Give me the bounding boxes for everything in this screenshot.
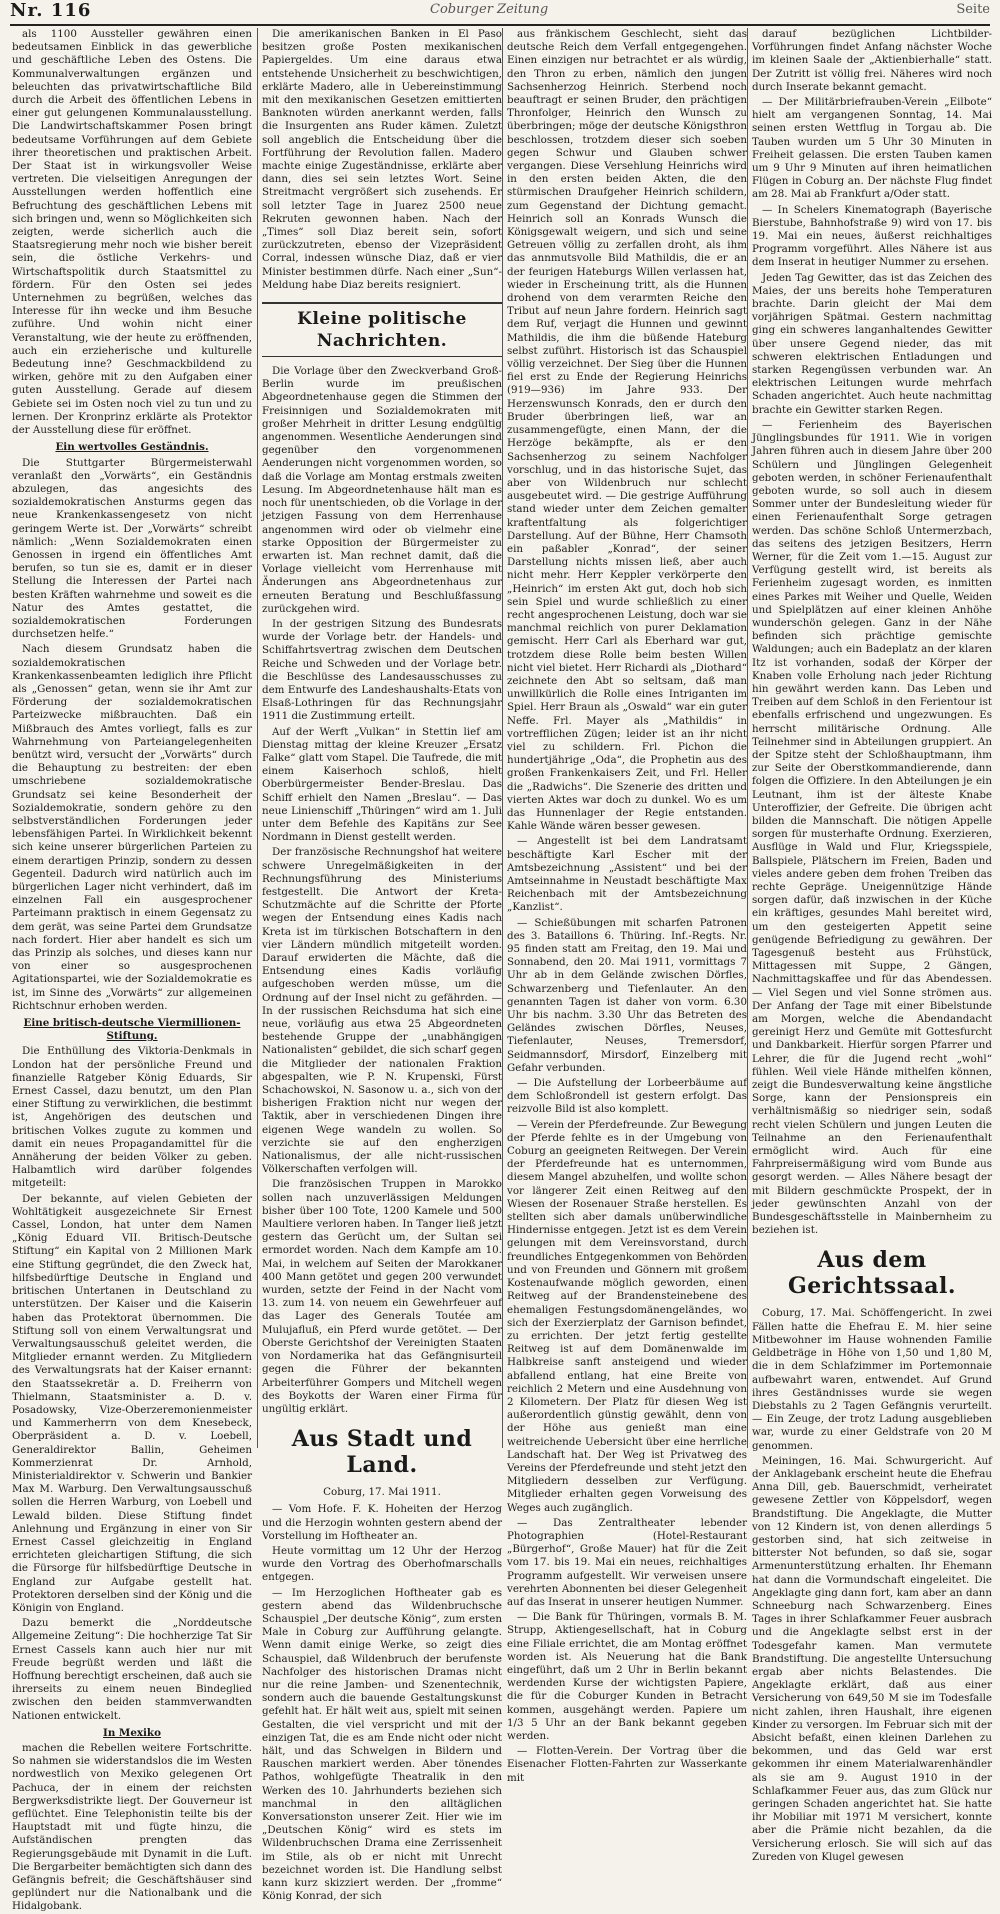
paragraph: darauf bezüglichen Lichtbilder-Vorführungen findet Anfang nächster Woche im kleinen Saale der „Aktienbierhalle“ statt. Der Zutritt ist völlig frei. Näheres wird noch durch Inserate bekannt gemacht. bbox=[752, 28, 992, 93]
paragraph: — Ferienheim des Bayerischen Jünglingsbundes für 1911. Wie in vorigen Jahren führen auch in diesem Jahre über 200 Schülern und Jünglingen Gelegenheit geboten werden, in schöner Ferienaufenthalt geboten wurde, so soll auch in diesem Sommer unter der Bundesleitung wieder für einen Ferienaufenthalt Sorge getragen werden. Das schöne Schloß Untermerzbach, das seitens des jetzigen Besitzers, Herrn Werner, für die Zeit vom 1.—15. August zur Verfügung gestellt wird, ist bereits als Ferienheim zugesagt worden, es inmitten eines Parkes mit Weiher und Quelle, Weiden und Spielplätzen auf einer kleinen Anhöhe wunderschön gelegen. Ganz in der Nähe befinden sich prächtige gemischte Waldungen; auch ein Badeplatz an der klaren Itz ist vorhanden, sodaß der Körper der Knaben volle Erholung nach jeder Richtung hin gewährt werden kann. Das Leben und Treiben auf dem Schloß in den Ferientour ist ebenfalls erfrischend und ungezwungen. Es herrscht militärische Ordnung. Alle Teilnehmer sind in Abteilungen gruppiert. An der Spitze steht der Schloßhauptmann, ihm zur Seite der Oberstkommandierende, dann folgen die Offiziere. In den Abteilungen je ein Leutnant, ihm ist der älteste Knabe Unteroffizier, der Gefreite. Die übrigen acht bilden die Mannschaft. Die nötigen Appelle sorgen für musterhafte Ordnung. Exerzieren, Ausflüge in Wald und Flur, Kriegsspiele, Ballspiele, Plätschern im Freien, Baden und vieles andere geben dem frohen Treiben das rechte Gepräge. Uneigennützige Hände sorgen dafür, daß inzwischen in der Küche ein kräftiges, gesundes Mahl bereitet wird, um den gesteigerten Appetit seine genügende Befriedigung zu gewähren. Der Tagesgenuß besteht aus Frühstück, Mittagessen mit Suppe, 2 Gängen, Nachmittagskaffee und für das Abendessen. — Viel Segen und viel Sonne strömen aus. Der Anfang der Tage mit einer Bibelstunde am Morgen, welche die Abendandacht gereinigt Herz und Gemüte mit Gottesfurcht und Dankbarkeit. Hierfür sorgen Pfarrer und Lehrer, die für die Jugend recht „wohl“ fühlen. Weil viele Hände mithelfen können, zeigt die Bundesverwaltung keine ängstliche Sorge, kann der Pensionspreis ein verhältnismäßig so niedriger sein, sodaß recht vielen Schülern und jungen Leuten die Teilnahme an den Ferienaufenthalt ermöglicht wird. Auch für eine Fahrpreisermäßigung wird vom Bunde aus gesorgt werden. — Alles Nähere besagt der mit Bildern geschmückte Prospekt, der in jeder gewünschten Anzahl von der Bundesgeschäftsstelle in Mainbernheim zu beziehen ist. bbox=[752, 418, 992, 1237]
column-2 bbox=[262, 28, 502, 1903]
paragraph: — Die Bank für Thüringen, vormals B. M. Strupp, Aktiengesellschaft, hat in Coburg eine Filiale errichtet, die am Montag eröffnet worden ist. Als Neuerung hat die Bank eingeführt, daß um 2 Uhr in Berlin bekannt werdenden Kurse der wichtigsten Papiere, die für die Coburger Kunden in Betracht kommen, ausgehängt werden. Papiere um 1/3 5 Uhr an der Bank bekannt gegeben werden. bbox=[507, 1611, 747, 1742]
paragraph: machen die Rebellen weitere Fortschritte. So nahmen sie widerstandslos die im Westen nordwestlich von Mexiko gelegenen Ort Pachuca, der in einem der reichsten Bergwerksdistrikte liegt. Der Gouverneur ist geflüchtet. Eine Telephonistin teilte bis der Hauptstadt mit und fügte hinzu, die Aufständischen prengten das Regierungsgebäude mit Dynamit in die Luft. Die Bergarbeiter bemächtigten sich dann des Gefängnis befreit; die Geschäftshäuser sind geplündert nur die Nationalbank und die Hidalgobank. bbox=[12, 1742, 252, 1913]
section-heading: In Mexiko bbox=[103, 1726, 161, 1739]
paragraph: Der bekannte, auf vielen Gebieten der Wohltätigkeit ausgezeichnete Sir Ernest Cassel, London, hat unter dem Namen „König Eduard VII. Britisch-Deutsche Stiftung“ ein Kapital von 2 Millionen Mark eine Stiftung gegründet, die den Zweck hat, hilfsbedürftige Deutsche in England und britischen Untertanen in Deutschland zu unterstützen. Der Kaiser und die Kaiserin haben das Protektorat übernommen. Die Stiftung soll von einem Verwaltungsrat und Verwaltungsausschuß geleitet werden, die Mitglieder ernannt werden. Zu Mitgliedern des Verwaltungsrats hat der Kaiser ernannt: den Staatssekretär a. D. Freiherrn von Thielmann, Staatsminister a. D. v. Posadowsky, Vize-Oberzeremonienmeister und Kammerherrn von dem Knesebeck, Oberpräsident a. D. v. Loebell, Generaldirektor Ballin, Geheimen Kommerzienrat Dr. Arnhold, Ministerialdirektor v. Schwerin und Bankier Max M. Warburg. Den Verwaltungsausschuß sollen die Herren Warburg, von Loebell und Lewald bilden. Diese Stiftung findet Anlehnung und Ergänzung in einer von Sir Ernest Cassel gleichzeitig in England errichteten gleichartigen Stiftung, die sich die Fürsorge für hilfsbedürftige Deutsche in England zur Aufgabe gestellt hat. Protektoren derselben sind der König und die Königin von England. bbox=[12, 1192, 252, 1614]
paragraph: Coburg, 17. Mai. Schöffengericht. In zwei Fällen hatte die Ehefrau E. M. hier seine Mitbewohner im Hause wohnenden Familie Geldbeträge in Höhe von 1,50 und 1,80 M, die in dem Schlafzimmer im Portemonnaie aufbewahrt waren, entwendet. Auf Grund ihres Geständnisses wurde sie wegen Diebstahls zu 2 Tagen Gefängnis verurteilt. — Ein Zeuge, der trotz Ladung ausgeblieben war, wurde zu einer Geldstrafe von 20 M genommen. bbox=[752, 1307, 992, 1452]
paragraph: — Verein der Pferdefreunde. Zur Bewegung der Pferde fehlte es in der Umgebung von Coburg an geeigneten Reitwegen. Der Verein der Pferdefreunde hat es unternommen, diesem Mangel abzuhelfen, und wollte schon vor längerer Zeit einen Reitweg auf den Wiesen der Rosenauer Straße herstellen. Es stellten sich aber damals unüberwindliche Hindernisse entgegen. Jetzt ist es dem Verein gelungen mit dem Vereinsvorstand, durch freundliches Entgegenkommen von Behörden und von Freunden und Gönnern mit großem Kostenaufwande möglich geworden, einen Reitweg auf der Brandensteinebene des ehemaligen Festungsdomänengeländes, wo sich der Exerzierplatz der Garnison befindet, zu errichten. Der jetzt fertig gestellte Reitweg ist auf dem Domänenwalde im Halbkreise sanft ansteigend und wieder abfallend entlang, hat eine Breite von reichlich 2 Metern und eine Ausdehnung von 2 Kilometern. Der Platz für diesen Weg ist außerordentlich günstig gewählt, denn von der Höhe aus genießt man eine weitreichende Uebersicht über eine herrliche Landschaft hat. Der Weg ist Privatweg des Vereins der Pferdefreunde und steht jetzt den Mitgliedern desselben zur Verfügung. Mitglieder erhalten gegen Vorweisung des Weges auch zugänglich. bbox=[507, 1118, 748, 1514]
column-divider bbox=[747, 28, 748, 1448]
paragraph: Nach diesem Grundsatz haben die sozialdemokratischen Krankenkassenbeamten lediglich ihre Pflicht als „Genossen“ getan, wenn sie ihr Amt zur Förderung der sozialdemokratischen Parteizwecke mißbrauchten. Daß ein Mißbrauch des Amtes vorliegt, falls es zur Wahrnehmung von Parteiangelegenheiten benützt wird, versucht der „Vorwärts“ durch die Behauptung zu bestreiten: der eben umschriebene sozialdemokratische Grundsatz sei keine Besonderheit der Sozialdemokratie, sondern gehöre zu den selbstverständlichen Forderungen jeder lebensfähigen Partei. In Wirklichkeit bekennt sich keine unserer bürgerlichen Parteien zu einem derartigen Prinzip, sondern zu dessen Gegenteil. Dadurch wird natürlich auch im bürgerlichen Lager nicht verhindert, daß im einzelnen Fall ein ausgesprochener Parteimann praktisch in einem Gegensatz zu dem gerät, was seine Partei dem Grundsatze nach fordert. Hier aber handelt es sich um das Prinzip als solches, und dieses kann nur von einer so ausgesprochenen Agitationspartei, wie der Sozialdemokratie es ist, im Sinne des „Vorwärts“ zur allgemeinen Richtschnur erhoben werden. bbox=[12, 643, 252, 1012]
paper-name: Coburger Zeitung bbox=[430, 2, 549, 17]
paragraph: Die Vorlage über den Zweckverband Groß-Berlin wurde im preußischen Abgeordnetenhause gegen die Stimmen der Freisinnigen und Sozialdemokraten mit großer Mehrheit in dritter Lesung endgültig angenommen. Wesentliche Aenderungen sind gegenüber den vorgenommenen Aenderungen nicht vorgenommen worden, so daß die Vorlage am Montag erstmals zweiten Lesung. Im Abgeordnetenhause hält man es noch für unentschieden, ob die Vorlage in der jetzigen Fassung von dem Herrenhause angenommen wird oder ob vielmehr eine starke Opposition der Bürgermeister zu erwarten ist. Man rechnet damit, daß die Vorlage vielleicht vom Herrenhause mit Änderungen ans Abgeordnetenhaus zur erneuten Beratung und Beschlußfassung zurückgehen wird. bbox=[262, 365, 502, 615]
paragraph: Die amerikanischen Banken in El Paso besitzen große Posten mexikanischen Papiergeldes. Um eine daraus etwa entstehende Unsicherheit zu beschwichtigen, erklärte Madero, alle in Uebereinstimmung mit den mexikanischen Gesetzen emittierten Banknoten würden anerkannt werden, falls die Insurgenten ans Ruder kämen. Zuletzt soll angeblich die Entscheidung über die Fortführung der Revolution fallen. Madero machte einige Zugeständnisse, erklärte aber dann, dies sei sein letztes Wort. Seine Streitmacht vergrößert sich zusehends. Er soll letzter Tage in Juarez 2500 neue Rekruten gewonnen haben. Nach der „Times“ soll Diaz bereit sein, sofort zurückzutreten, ebenso der Vizepräsident Corral, indessen wünsche Diaz, daß er vier Minister bestimmen dürfe. Nach einer „Sun“-Meldung habe Diaz bereits resigniert. bbox=[262, 28, 502, 291]
section-heading: Eine britisch-deutsche Viermillionen-Stiftung. bbox=[23, 1017, 241, 1043]
paragraph: Meiningen, 16. Mai. Schwurgericht. Auf der Anklagebank erscheint heute die Ehefrau Anna Dill, geb. Bauerschmidt, verheiratet gewesene Zettler von Köppelsdorf, wegen Brandstiftung. Die Angeklagte, die Mutter von 12 Kindern ist, von denen allerdings 5 gestorben sind, hat sich zeitweise in bitterster Not befunden, so daß sie, sogar Armenunterstützung erhalten. Ihr Ehemann hat dann die Vormundschaft eingeleitet. Die Angeklagte ging dann fort, kam aber an dann Schneeburg nach Schwarzenberg. Eines Tages in ihrer Schlafkammer Feuer ausbrach und die Angeklagte selbst erst in der Todesgefahr kamen. Man vermutete Brandstiftung. Die angestellte Untersuchung ergab aber nichts Belastendes. Die Angeklagte erklärt, daß aus einer Versicherung von 649,50 M sie im Todesfalle nicht zahlen, ihren Haushalt, ihre eigenen Kinder zu versorgen. Im Februar sich mit der Absicht befaßt, einen kleinen Darlehen zu bekommen, und das Geld war erst gekommen ihr einem Materialwarenhändler als sie am 9. August 1910 in der Schlafkammer Feuer aus, das zum Glück nur geringen Schaden angerichtet hat. Sie hatte ihr Mobiliar mit 1971 M versichert, konnte aber die Prämie nicht bezahlen, da die Versicherung erlosch. Sie will sich auf das Zureden von Klugel gewesen bbox=[752, 1454, 992, 1863]
paragraph: — Schießübungen mit scharfen Patronen des 3. Bataillons 6. Thüring. Inf.-Regts. Nr. 95 finden statt am Freitag, den 19. Mai und Sonnabend, den 20. Mai 1911, vormittags 7 Uhr ab in dem Gelände zwischen Dörfles, Schwarzenberg und Tiefenlauter. An den genannten Tagen ist daher von vorm. 6.30 Uhr bis nachm. 3.30 Uhr das Betreten des Geländes zwischen Dörfles, Neuses, Tiefenlauter, Neuses, Tremersdorf, Seidmannsdorf, Mirsdorf, Einzelberg mit Gefahr verbunden. bbox=[507, 916, 747, 1074]
paragraph: Auf der Werft „Vulkan“ in Stettin lief am Dienstag mittag der kleine Kreuzer „Ersatz Falke“ glatt vom Stapel. Die Taufrede, die mit einem Kaiserhoch schloß, hielt Oberbürgermeister Bender-Breslau. Das Schiff erhielt den Namen „Breslau“. — Das neue Linienschiff „Thüringen“ wird am 1. Juli unter dem Befehle des Kapitäns zur See Nordmann in Dienst gestellt werden. bbox=[262, 725, 502, 844]
paragraph: — Im Herzoglichen Hoftheater gab es gestern abend das Wildenbruchsche Schauspiel „Der deutsche König“, zum ersten Male in Coburg zur Aufführung gelangte. Wenn damit einige Werke, so zeigt dies Schauspiel, daß Wildenbruch der berufenste Nachfolger des historischen Dramas nicht nur die reine Jamben- und Szenentechnik, sondern auch die bauende Gestaltungskunst gefehlt hat. Er hält weit aus, spielt mit seinen Gestalten, die viel verspricht und mit der einzigen Tat, die es am Ende nicht oder nicht hält, und das Schwelgen in Bildern und Rauschen markiert werden. Aber tönendes Pathos, wohlgefügte Theatralik in den Werken des 10. Jahrhunderts beziehen sich manchmal in den alltäglichen Konversationston unserer Zeit. Hier wie im „Deutschen König“ wird es stets im Wildenbruchschen Drama eine Zerrissenheit im Stile, als ob er nicht mit Unrecht bezeichnet worden ist. Die Handlung selbst kann kurz skizziert werden. Der „fromme“ König Konrad, der sich bbox=[262, 1586, 502, 1903]
section-heading: Aus dem Gerichtssaal. bbox=[787, 1247, 957, 1300]
paragraph: Jeden Tag Gewitter, das ist das Zeichen des Maies, der uns bereits hohe Temperaturen brachte. Darin gleicht der Mai dem vorjährigen Spätmai. Gestern nachmittag ging ein schweres langanhaltendes Gewitter über unsere Gegend nieder, das mit schweren elektrischen Entladungen und starken Regengüssen verbunden war. An elektrischen Leitungen wurde mehrfach Schaden angerichtet. Auch heute nachmittag brachte ein Gewitter starken Regen. bbox=[752, 271, 992, 416]
paragraph: Dazu bemerkt die „Norddeutsche Allgemeine Zeitung“: Die hochherzige Tat Sir Ernest Cassels kann auch hier nur mit Freude begrüßt werden und läßt die Hoffnung berechtigt erscheinen, daß auch sie ihrerseits zu einem neuen Bindeglied zwischen den beiden stammverwandten Nationen entwickelt. bbox=[12, 1617, 252, 1722]
paragraph: In der gestrigen Sitzung des Bundesrats wurde der Vorlage betr. der Handels- und Schiffahrtsvertrag zwischen dem Deutschen Reiche und Schweden und der Vorlage betr. die Beschlüsse des Landesausschusses zu dem Entwurfe des Landeshaushalts-Etats von Elsaß-Lothringen für das Rechnungsjahr 1911 die Zustimmung erteilt. bbox=[262, 617, 502, 723]
paragraph: als 1100 Aussteller gewähren einen bedeutsamen Einblick in das gewerbliche und geschäftliche Leben des Ostens. Die Kommunalverwaltungen ergänzen und beleuchten das privatwirtschaftliche Bild durch die Arbeit des öffentlichen Lebens in einer gut gelungenen Kommunalausstellung. Die Landwirtschaftskammer Posen bringt bedeutsame Vorführungen auf dem Gebiete ihrer theoretischen und praktischen Arbeit. Der Staat ist in wirkungsvoller Weise vertreten. Die vielseitigen Anregungen der Ausstellungen werden hoffentlich eine Befruchtung des geschäftlichen Lebens mit sich bringen und, wenn so Möglichkeiten sich zeigten, werde sicherlich auch die Staatsregierung mehr noch wie bisher bereit sein, die östliche Verkehrs- und Wirtschaftspolitik durch Staatsmittel zu fördern. Für den Osten sei jedes Unternehmen zu begrüßen, welches das Interesse für ihn wecke und ihm Besuche zuführe. Und wohin nicht einer Veranstaltung, wie der heute zu eröffnenden, auch ein erzieherische und kulturelle Bedeutung inne? Geschmackbildend zu wirken, gehöre mit zu den Aufgaben einer guten Ausstellung. Gerade auf diesem Gebiete sei im Osten noch viel zu tun und zu lernen. Der Kronprinz erklärte als Protektor der Ausstellung diese für eröffnet. bbox=[12, 28, 252, 437]
section-heading: Aus Stadt und Land. bbox=[291, 1426, 473, 1479]
paragraph: Die französischen Truppen in Marokko sollen nach unzuverlässigen Meldungen bisher über 100 Tote, 1200 Kamele und 500 Maultiere verloren haben. In Tanger ließ jetzt gestern das Gerücht um, der Sultan sei ermordet worden. Nach dem Kampfe am 10. Mai, in welchem auf Seiten der Marokkaner 400 Mann getötet und gegen 200 verwundet wurden, setzte der Feind in der Nacht vom 13. zum 14. von neuem ein Gewehrfeuer auf das Lager des Generals Toutée am Mulujafluß, ein Pferd wurde getötet. — Der Oberste Gerichtshof der Vereinigten Staaten von Nordamerika hat das Gefängnisurteil gegen die Führer der bekannten Arbeiterführer Gompers und Mitchell wegen des Boykotts der Waren einer Firma für ungültig erklärt. bbox=[262, 1178, 502, 1415]
column-divider bbox=[502, 28, 503, 1448]
paragraph: — Die Aufstellung der Lorbeerbäume auf dem Schloßrondell ist gestern erfolgt. Das reizvolle Bild ist also komplett. bbox=[507, 1077, 747, 1116]
section-heading: Ein wertvolles Geständnis. bbox=[55, 441, 209, 454]
paragraph: Heute vormittag um 12 Uhr der Herzog wurde den Vortrag des Oberhofmarschalls entgegen. bbox=[262, 1544, 502, 1584]
column-4 bbox=[752, 28, 992, 1863]
column-1 bbox=[12, 28, 252, 1913]
paragraph: — Das Zentraltheater lebender Photographien (Hotel-Restaurant „Bürgerhof“, Große Mauer) hat für die Zeit vom 17. bis 19. Mai ein neues, reichhaltiges Programm aufgestellt. Wir verweisen unsere verehrten Abonnenten bei dieser Gelegenheit auf das Inserat in unserer heutigen Nummer. bbox=[507, 1516, 747, 1608]
column-3 bbox=[507, 28, 748, 1784]
masthead bbox=[10, 0, 990, 26]
paragraph: Die Enthüllung des Viktoria-Denkmals in London hat der persönliche Freund und finanzielle Ratgeber König Eduards, Sir Ernest Cassel, dazu benutzt, um den Plan einer Stiftung zu verwirklichen, die bestimmt ist, Angehörigen des deutschen und britischen Volkes zugute zu kommen und damit ein neues Propagandamittel für die Annäherung der beiden Völker zu geben. Halbamtlich wird darüber folgendes mitgeteilt: bbox=[12, 1045, 252, 1190]
issue-number: Nr. 116 bbox=[10, 0, 92, 21]
paragraph: — Vom Hofe. F. K. Hoheiten der Herzog und die Herzogin wohnten gestern abend der Vorstellung im Hoftheater an. bbox=[262, 1503, 502, 1542]
paragraph: Die Stuttgarter Bürgermeisterwahl veranlaßt den „Vorwärts“, ein Geständnis abzulegen, das angesichts des sozialdemokratischen Ansturms gegen das neue Krankenkassengesetz von nicht geringem Werte ist. Der „Vorwärts“ schreibt nämlich: „Wenn Sozialdemokraten einen Genossen in irgend ein öffentliches Amt berufen, so tun sie es, damit er in dieser Stellung die Interessen der Partei nach besten Kräften wahrnehme und soweit es die Natur des Amtes gestattet, die sozialdemokratischen Forderungen durchsetzen helfe.“ bbox=[12, 456, 252, 641]
column-divider bbox=[257, 28, 258, 1448]
paragraph: — Der Militärbriefrauben-Verein „Eilbote“ hielt am vergangenen Sonntag, 14. Mai seinen ersten Wettflug in Torgau ab. Die Tauben wurden um 5 Uhr 30 Minuten in Freiheit gelassen. Die ersten Tauben kamen um 9 Uhr 9 Minuten auf ihren heimatlichen Flügen in Coburg an. Der nächste Flug findet am 28. Mai ab Frankfurt a/Oder statt. bbox=[752, 96, 992, 201]
section-heading: Kleine politische Nachrichten. bbox=[262, 302, 502, 357]
paragraph: aus fränkischem Geschlecht, sieht das deutsche Reich dem Verfall entgegengehen. Einen einzigen nur betrachtet er als würdig, den Thron zu erben, nämlich den jungen Sachsenherzog Heinrich. Sterbend noch beauftragt er seinen Bruder, den prächtigen Thronfolger, Heinrich den Wunsch zu überbringen; möge der deutsche Königsthron beschlossen, trotzdem dieser sich soeben gegen Schwur und Glauben schwer vergangen. Diese Versehlung Heinrichs wird in den ersten beiden Akten, die den stürmischen Draufgeher Heinrich schildern, zum Gegenstand der Dichtung gemacht. Heinrich soll an Konrads Wunsch die Königsgewalt weigern, und sich und seine Getreuen völlig zu zerfallen droht, als ihm das annmutsvolle Bild Mathildis, die er an der feurigen Hateburgs Willen verlassen hat, wieder in Erscheinung tritt, als die Hunnen drohend von dem verarmten Reiche den Tribut auf neun Jahre fordern. Heinrich sagt dem Ruf, verjagt die Hunnen und gewinnt Mathildis, die ihm die büßende Hateburg selbst zuführt. Historisch ist das Schauspiel völlig verzeichnet. Der Sieg über die Hunnen fiel erst zu Ende der Regierung Heinrichs (919—936) im Jahre 933. Der Herzenswunsch Konrads, den er durch den Bruder überbringen ließ, war an zusammengefügte, einen Mann, der die Herzöge bekämpfte, als er den Sachsenherzog zu seinem Nachfolger vorschlug, und in das historische Sujet, das aber von Wildenbruch nur schlecht ausgebeutet wird. — Die gestrige Aufführung stand wieder unter dem Zeichen gemalter kraftentfaltung als folgerichtiger Darstellung. Auf der Bühne, Herr Chamsoth ein paßabler „Konrad“, der seiner Darstellung nichts missen ließ, aber auch nicht mehr. Herr Keppler verkörperte den „Heinrich“ im ersten Akt gut, doch hob sich sein Spiel und wurde schließlich zu einer recht angesprochenen Leistung, doch war sie manchmal reichlich von purer Deklamation gemischt. Herr Carl als Eberhard war gut, trotzdem diese Rolle beim besten Willen nicht viel bietet. Herr Richardi als „Diothard“ zeichnete den Abt so seltsam, daß man unwillkürlich die Rolle eines Intriganten im Spiel. Herr Braun als „Oswald“ war ein guter Neffe. Frl. Mayer als „Mathildis“ in vortrefflichen Zügen; leider ist an ihr nicht viel zu schildern. Frl. Pichon die hundertjährige „Oda“, die Prophetin aus des großen Frankenkaisers Zeit, und Frl. Heller die „Radwichs“. Die Szenerie des dritten und vierten Aktes war doch zu dunkel. Wo es um das Hunnenlager der Regie entstanden. Kahle Wände wären besser gewesen. bbox=[507, 28, 747, 833]
paragraph: Der französische Rechnungshof hat weitere schwere Unregelmäßigkeiten in der Rechnungsführung des Ministeriums festgestellt. Die Antwort der Kreta-Schutzmächte auf die Schritte der Pforte wegen der Entsendung eines Kadis nach Kreta ist im türkischen Botschaftern in den vier Ländern mündlich mitgeteilt worden. Darauf erwiderten die Mächte, daß die Entsendung eines Kadis vorläufig aufgeschoben werden müsse, um die Ordnung auf der Insel nicht zu gefährden. — In der russischen Reichsduma hat sich eine neue, vorläufig aus etwa 25 Abgeordneten bestehende Gruppe der „unabhängigen Nationalisten“ gebildet, die sich scharf gegen die Mitglieder der nationalen Fraktion abgespalten, wie P. N. Krupenski, Fürst Schachowskoi, N. Sasonow u. a., sich von der bisherigen Fraktion nicht nur wegen der Taktik, aber in verschiedenen Dingen ihre eigenen Wege wandeln zu wollen. So verzichte sie auf den engherzigen Nationalismus, der alle nicht-russischen Völkerschaften verfolgen will. bbox=[262, 846, 502, 1176]
paragraph: — Flotten-Verein. Der Vortrag über die Eisenacher Flotten-Fahrten zur Wasserkante mit bbox=[507, 1745, 747, 1784]
paragraph: — In Schelers Kinematograph (Bayerische Bierstube, Bahnhofstraße 9) wird von 17. bis 19. Mai ein neues, äußerst reichhaltiges Programm vorgeführt. Alles Nähere ist aus dem Inserat in heutiger Nummer zu ersehen. bbox=[752, 203, 992, 269]
dateline: Coburg, 17. Mai 1911. bbox=[323, 1486, 441, 1499]
paragraph: — Angestellt ist bei dem Landratsamt beschäftigte Karl Escher mit der Amtsbezeichnung „Assistent“ und bei der Amtseinnahme in Neustadt beschäftigte Max Reichenbach mit der Amtsbezeichnung „Kanzlist“. bbox=[507, 835, 747, 914]
page-mark: Seite bbox=[956, 2, 990, 17]
